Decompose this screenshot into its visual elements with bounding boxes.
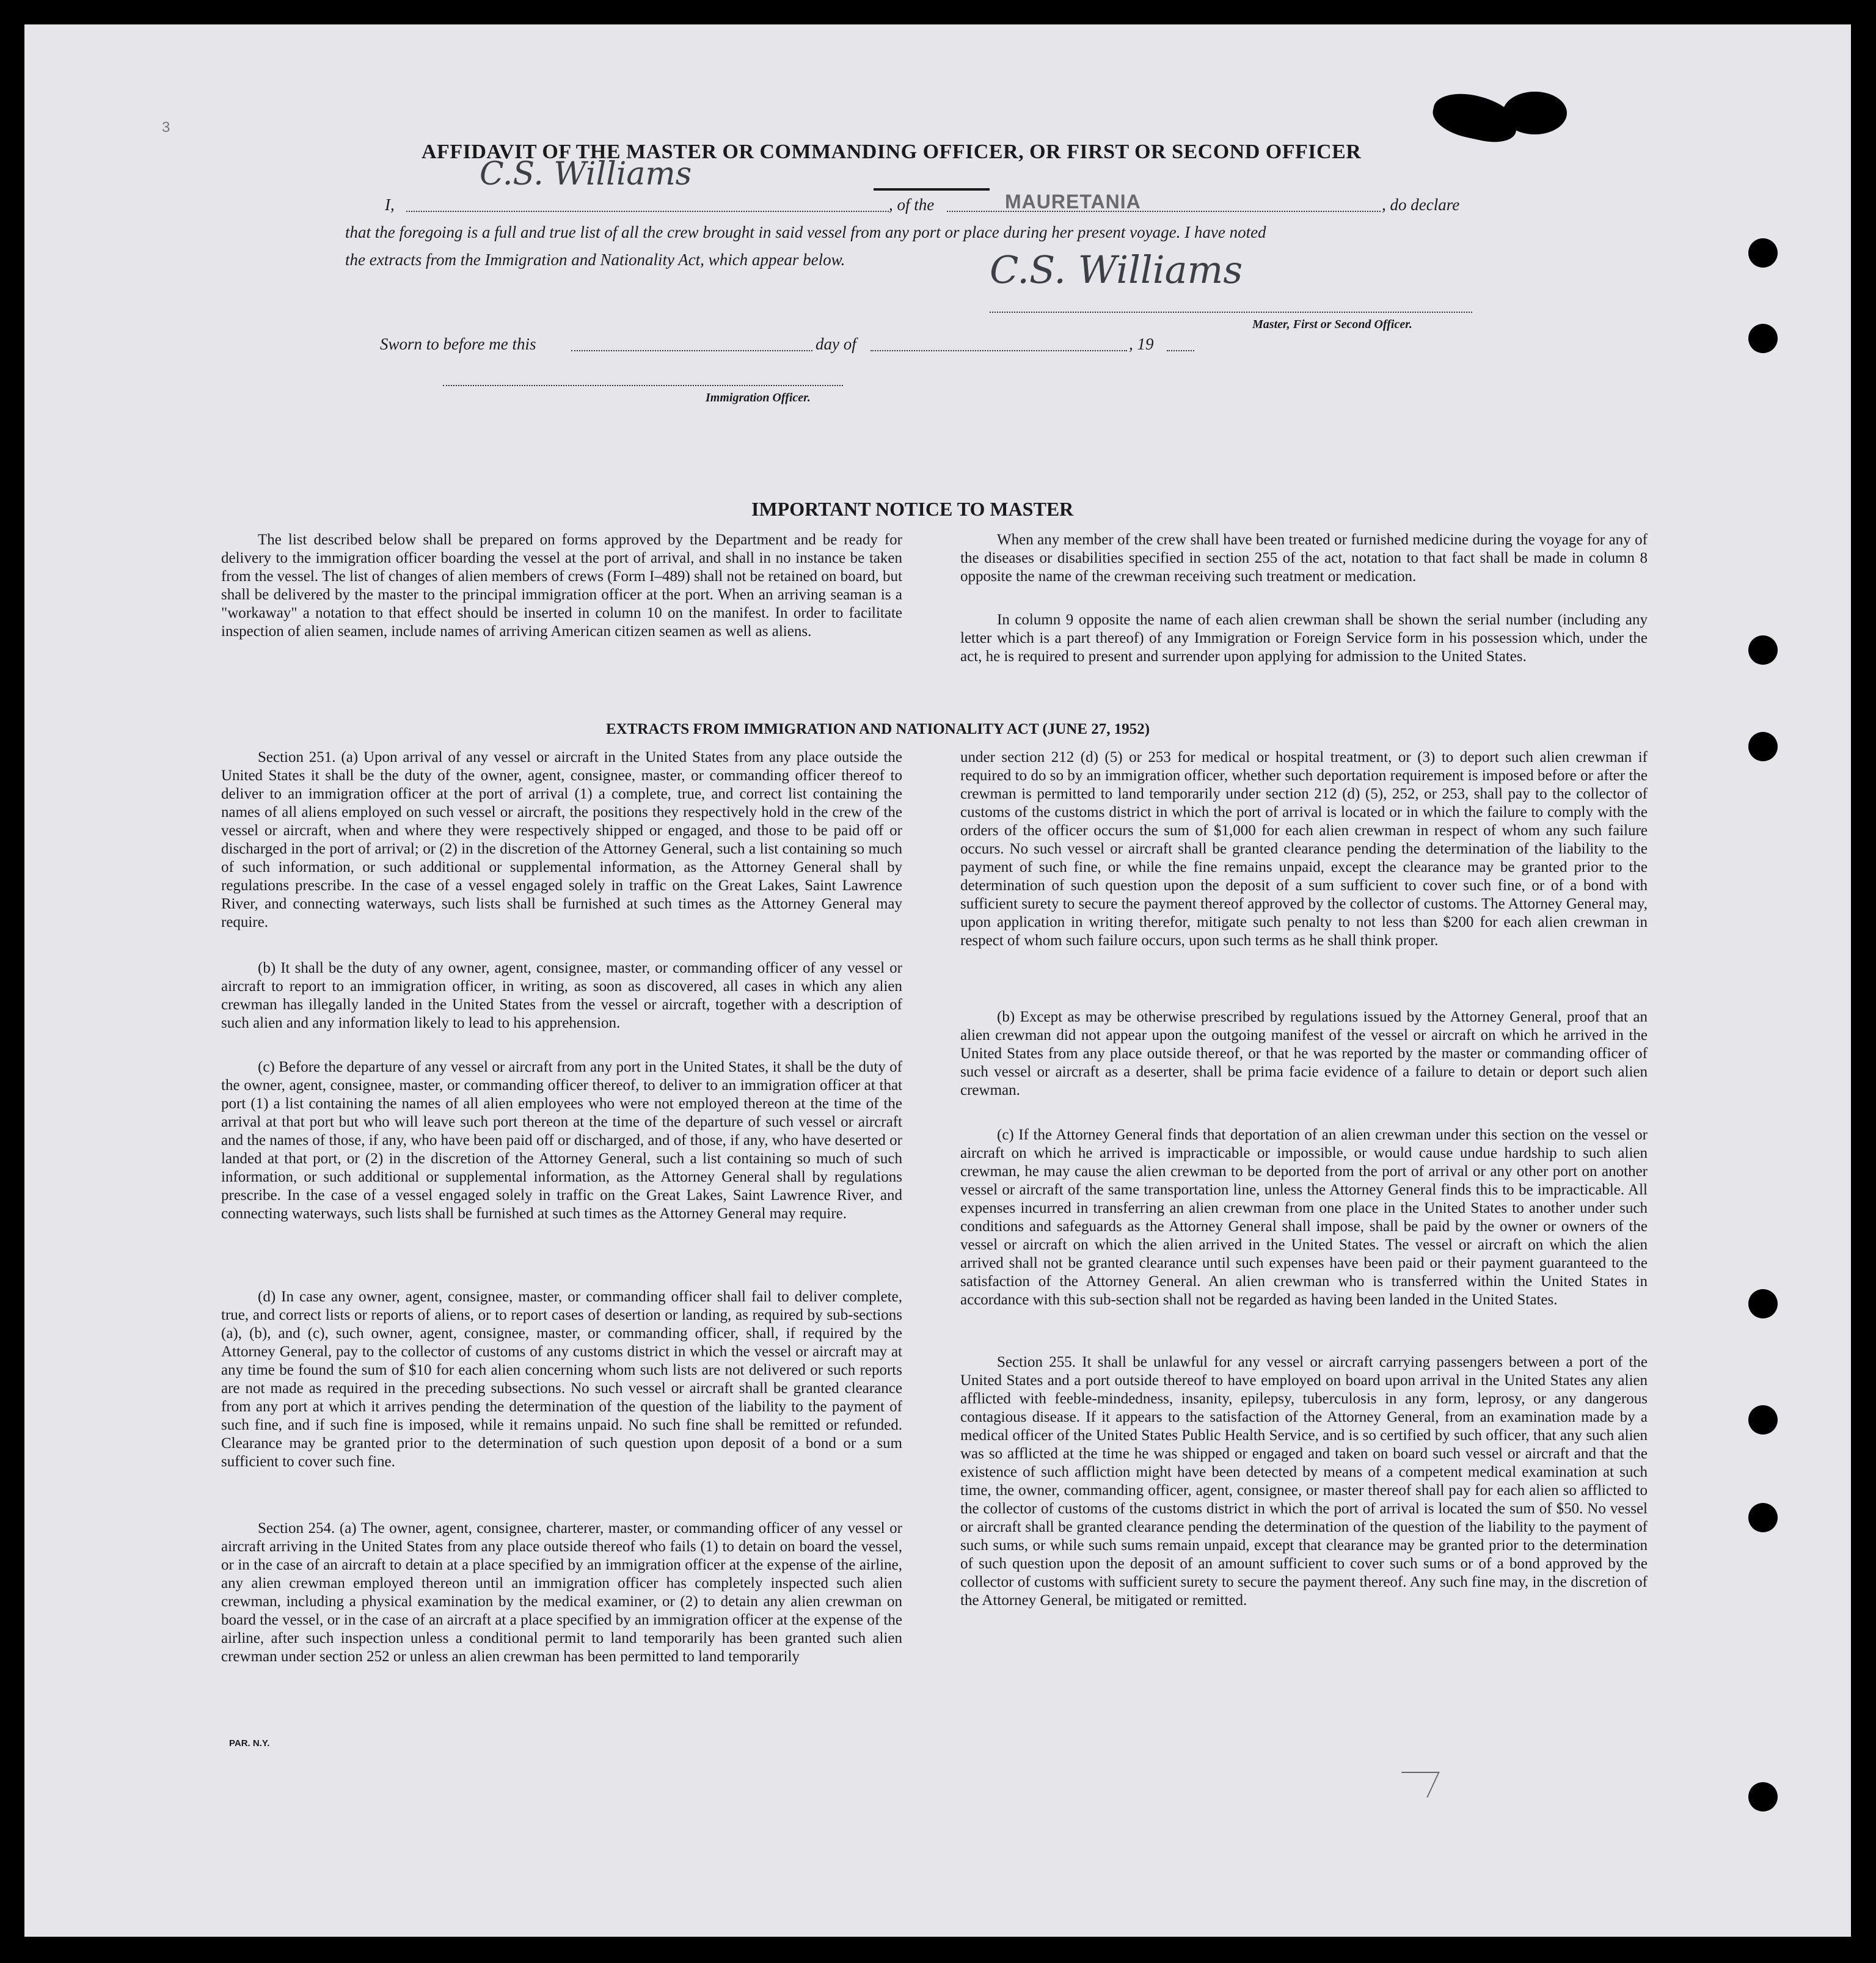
declaration-line-2: the extracts from the Immigration and Nationality Act, which appear below. <box>345 250 845 269</box>
section-254a: Section 254. (a) The owner, agent, consignee, charterer, master, or commanding officer of any vessel or aircraft arriving in the United States from any place outside thereof who fails (1) to detain on board the vessel, or in the case of an aircraft to detain at a place specified by an immigration officer at the expense of the airline, any alien crewman employed thereon until an immigration officer has completely inspected such alien crewman, including a physical examination by the medical examiner, or (2) to detain any alien crewman on board the vessel, or in the case of an aircraft at a place specified by an immigration officer at the expense of the airline, after such inspection unless a conditional permit to land temporarily has been granted such alien crewman under section 252 or unless an alien crewman has been permitted to land temporarily <box>221 1520 902 1665</box>
printer-mark: PAR. N.Y. <box>229 1738 270 1749</box>
sworn-label: Sworn to before me this <box>380 335 536 353</box>
declaration-line-1: that the foregoing is a full and true list of all the crew brought in said vessel from any port or place during her present voyage. I have noted <box>345 223 1266 241</box>
section-255: Section 255. It shall be unlawful for any vessel or aircraft carrying passengers between a port of the United States and a port outside thereof to have employed on board upon arrival in the United States any alien afflicted with feeble-mindedness, insanity, epilepsy, tuberculosis in any form, leprosy, or any dangerous contagious disease. If it appears to the satisfaction of the Attorney General, from an examination made by a medical officer of the United States Public Health Service, and is so certified by such officer, that any such alien was so afflicted at the time he was shipped or engaged and taken on board such vessel or aircraft and that the existence of such affliction might have been detected by means of a competent medical examination at such time, the owner, commanding officer, agent, consignee, or master thereof shall pay for each alien so afflicted to the collector of customs of the customs district in which the port of arrival is located the sum of $50. No vessel or aircraft shall be granted clearance pending the determination of the question of the liability to the payment of such sums, or while such sums remain unpaid, except that clearance may be granted prior to the determination of such question upon the deposit of an amount sufficient to cover such sums or of a bond approved by the collector of customs with sufficient surety to secure the payment thereof. Any such fine may, in the discretion of the Attorney General, be mitigated or remitted. <box>960 1354 1648 1609</box>
master-signature-line <box>990 312 1472 313</box>
vessel-stamp: MAURETANIA <box>1005 191 1141 213</box>
line-i-label: I, <box>385 196 395 214</box>
notice-title: IMPORTANT NOTICE TO MASTER <box>751 498 1074 520</box>
pencil-mark <box>1390 1772 1440 1797</box>
year-blank <box>1167 350 1194 351</box>
section-251a: Section 251. (a) Upon arrival of any vessel or aircraft in the United States from any place outside the United States it shall be the duty of the owner, agent, consignee, master, or commanding officer thereof to deliver to an immigration officer at the port of arrival (1) a complete, true, and correct list containing the names of all aliens employed on such vessel or aircraft, the positions they respectively hold in the crew of the vessel or aircraft, when and where they were respectively shipped or engaged, and those to be paid off or discharged in the port of arrival; or (2) in the discretion of the Attorney General, such a list containing so much of such information, or such additional or supplemental information, as the Attorney General shall by regulations prescribe. In the case of a vessel engaged solely in traffic on the Great Lakes, Saint Lawrence River, and connecting waterways, such lists shall be furnished at such times as the Attorney General may require. <box>221 749 902 930</box>
section-254c: (c) If the Attorney General finds that deportation of an alien crewman under this section on the vessel or aircraft on which he arrived is impracticable or impossible, or would cause undue hardship to such alien crewman, he may cause the alien crewman to be deported from the port of arrival or any other port on another vessel or aircraft of the same transportation line, unless the Attorney General finds this to be impracticable. All expenses incurred in transferring an alien crewman from one place in the United States to another under such conditions and safeguards as the Attorney General shall impose, shall be paid by the owner or owners of the vessel or aircraft on which the alien arrived in the United States. The vessel or aircraft on which the alien arrived shall not be granted clearance until such expenses have been paid or their payment guaranteed to the satisfaction of the Attorney General. An alien crewman who is transferred within the United States in accordance with this sub-section shall not be regarded as having been landed in the United States. <box>960 1127 1648 1308</box>
day-of-label: day of <box>816 335 856 353</box>
do-declare-label: , do declare <box>1382 196 1460 214</box>
ink-blot <box>1503 92 1567 134</box>
notice-left-paragraph: The list described below shall be prepared on forms approved by the Department and be ready for delivery to the immigration officer boarding the vessel at the port of arrival, and shall in no instance be taken from the vessel. The list of changes of alien members of crews (Form I–489) shall not be retained on board, but shall be delivered by the master to the principal immigration officer at the port. When an arriving seaman is a "workaway" a notation to that effect should be inserted in column 10 on the manifest. In order to facilitate inspection of alien seamen, include names of arriving American citizen seamen as well as aliens. <box>221 532 902 640</box>
name-blank <box>406 211 889 212</box>
punch-hole <box>1748 1405 1778 1435</box>
notice-right-paragraph-2: In column 9 opposite the name of each alien crewman shall be shown the serial number (including any letter which is a part thereof) of any Immigration or Foreign Service form in his possession which, under the act, he is required to present and surrender upon applying for admission to the United States. <box>960 612 1648 665</box>
sworn-month-blank <box>870 350 1127 351</box>
title-rule <box>874 188 990 191</box>
section-254a-continued: under section 212 (d) (5) or 253 for medical or hospital treatment, or (3) to deport such alien crewman if required to do so by an immigration officer, whether such deportation requirement is imposed before or after the crewman is permitted to land temporarily under section 212 (d) (5), 252, or 253, shall pay to the collector of customs of the customs district in which the port of arrival is located or in which the failure to comply with the orders of the officer occurs the sum of $1,000 for each alien crewman in respect of whom any such failure occurs. No such vessel or aircraft shall be granted clearance pending the determination of the liability to the payment of such fine, or while the fine remains unpaid, except the clearance may be granted prior to the determination of such question upon the deposit of a sum sufficient to cover such fine, or of a bond with sufficient surety to secure the payment thereof approved by the collector of customs. The Attorney General may, upon application in writing therefor, mitigate such penalty to not less than $200 for each alien crewman in respect of whom such failure occurs, upon such terms as he shall think proper. <box>960 749 1648 949</box>
punch-hole <box>1748 324 1778 353</box>
of-the-label: , of the <box>889 196 935 214</box>
punch-hole <box>1748 1503 1778 1532</box>
punch-hole <box>1748 635 1778 665</box>
margin-mark: 3 <box>162 119 170 136</box>
officer-caption: Immigration Officer. <box>706 391 811 404</box>
document-page <box>24 24 1851 1937</box>
master-caption: Master, First or Second Officer. <box>1252 318 1412 331</box>
year-label: , 19 <box>1129 335 1154 353</box>
officer-signature-line <box>443 385 843 386</box>
sworn-day-blank <box>571 350 812 351</box>
punch-hole <box>1748 238 1778 268</box>
signature-top: C.S. Williams <box>480 156 692 192</box>
extracts-title: EXTRACTS FROM IMMIGRATION AND NATIONALITY ACT (JUNE 27, 1952) <box>606 721 1150 737</box>
signature-master: C.S. Williams <box>990 247 1243 292</box>
punch-hole <box>1748 732 1778 761</box>
section-251d: (d) In case any owner, agent, consignee, master, or commanding officer shall fail to deliver complete, true, and correct lists or reports of aliens, or to report cases of desertion or landing, as required by sub-sections (a), (b), and (c), such owner, agent, consignee, master, or commanding officer, shall, if required by the Attorney General, pay to the collector of customs of any customs district in which the vessel or aircraft may at any time be found the sum of $10 for each alien concerning whom such lists are not delivered or such reports are not made as required in the preceding subsections. No such vessel or aircraft shall be granted clearance from any port at which it arrives pending the determination of the question of the liability to the payment of such fine, and if such fine is imposed, while it remains unpaid. No such fine shall be remitted or refunded. Clearance may be granted prior to the determination of such question upon deposit of a bond or a sum sufficient to cover such fine. <box>221 1289 902 1470</box>
affidavit-title: AFFIDAVIT OF THE MASTER OR COMMANDING OFFICER, OR FIRST OR SECOND OFFICER <box>422 141 1362 163</box>
section-254b: (b) Except as may be otherwise prescribed by regulations issued by the Attorney General, proof that an alien crewman did not appear upon the outgoing manifest of the vessel or aircraft on which he arrived in the United States from any place outside thereof, or that he was reported by the master or commanding officer of such vessel or aircraft as a deserter, shall be prima facie evidence of a failure to detain or deport such alien crewman. <box>960 1009 1648 1098</box>
section-251b: (b) It shall be the duty of any owner, agent, consignee, master, or commanding officer of any vessel or aircraft to report to an immigration officer, in writing, as soon as discovered, all cases in which any alien crewman has illegally landed in the United States from the vessel or aircraft, together with a description of such alien and any information likely to lead to his apprehension. <box>221 960 902 1031</box>
notice-right-paragraph-1: When any member of the crew shall have been treated or furnished medicine during the voyage for any of the diseases or disabilities specified in section 255 of the act, notation to that fact shall be made in column 8 opposite the name of the crewman receiving such treatment or medication. <box>960 532 1648 585</box>
punch-hole <box>1748 1289 1778 1318</box>
punch-hole <box>1748 1782 1778 1811</box>
section-251c: (c) Before the departure of any vessel or aircraft from any port in the United States, it shall be the duty of the owner, agent, consignee, master, or commanding officer thereof, to deliver to an immigration officer at that port (1) a list containing the names of all alien employees who were not employed thereon at the time of the arrival at that port but who will leave such port thereon at the time of the departure of such vessel or aircraft and the names of those, if any, who have been paid off or discharged, and of those, if any, who have deserted or landed at that port, or (2) in the discretion of the Attorney General, such a list containing so much of such information, or such additional or supplemental information, as the Attorney General shall by regulations prescribe. In the case of a vessel engaged solely in traffic on the Great Lakes, Saint Lawrence River, and connecting waterways, such lists shall be furnished at such times as the Attorney General may require. <box>221 1059 902 1222</box>
